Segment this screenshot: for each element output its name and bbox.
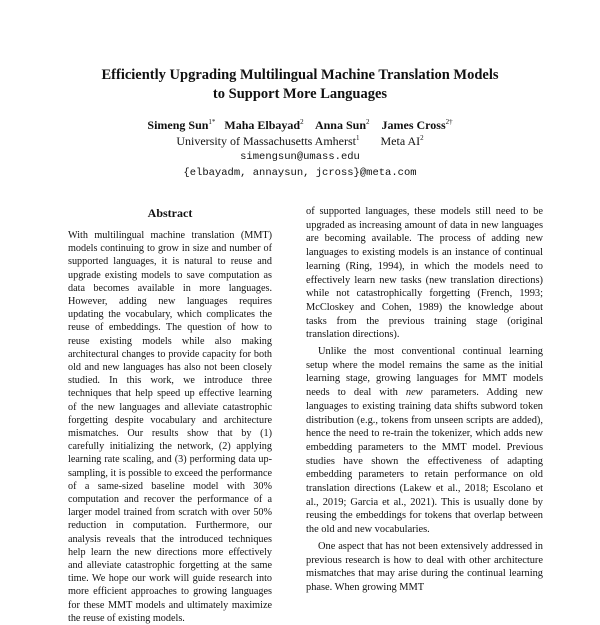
emphasis-text: new [405,387,423,399]
affiliation-meta: Meta AI [380,134,421,148]
paragraph-text: Unlike the most conventional continual learning setup where the model remains the same as the initial learning stage, growing languages for MMT models needs to deal with [306,346,543,399]
email-meta: {elbayadm, annaysun, jcross}@meta.com [183,167,417,179]
left-column [60,205,280,625]
author-name: James Cross [381,118,446,132]
paper-title [60,66,540,104]
abstract-text: With multilingual machine translation (MMT) models continuing to grow in size and number of supported languages, it is natural to reuse and upgrade existing models to save computation as data becomes available in more languages. However, adding new languages requires updating the vocabulary, which complicates the reuse of embeddings. The question of how to reuse existing models while also making architectural changes to provide capacity for both old and new languages has also not been closely studied. In this work, we introduce three techniques that help speed up effective learning of the new languages and alleviate catastrophic forgetting despite vocabulary and architecture mismatches. Our results show that by (1) carefully initializing the network, (2) applying learning rate scaling, and (3) performing data up-sampling, it is possible to exceed the performance of a same-sized baseline model with 30% computation and recover the performance of a larger model trained from scratch with over 50% reduction in computation. Furthermore, our analysis reveals that the introduced techniques help learn the new directions more effectively and alleviate catastrophic forgetting at the same time. We hope our work will guide research into more efficient approaches to growing languages for these MMT models and ultimately maximize the reuse of existing models. [68,230,272,624]
intro-paragraph: of supported languages, these models still need to be upgraded as increasing amount of data in new languages are becoming available. The process of adding new languages to existing models is an instance of continual learning (Ring, 1994), in which the models need to effectively learn new tasks (new translation directions) while not catastrophically forgetting (French, 1993; McCloskey and Cohen, 1989) the knowledge about tasks from the previous training stage (original translation directions). [306,206,543,341]
author-name: Simeng Sun [147,118,209,132]
affiliations [60,133,540,149]
abstract-heading: Abstract [147,206,193,220]
title-line-1: Efficiently Upgrading Multilingual Machine Translation Models [101,67,499,83]
author-sup: 2† [445,118,453,126]
affiliation-umass: University of Massachusetts Amherst [176,134,356,148]
author-names [60,117,540,133]
affiliation-sup: 1 [356,134,360,142]
author-sup: 2 [300,118,304,126]
author-sup: 2 [366,118,370,126]
paragraph-text: parameters. Adding new languages to existing training data shifts subword token distribution (e.g., tokens from unseen scripts are added), hence the need to re-train the tokenizer, which adds new embedding parameters to the MMT model. Previous studies have shown the effectiveness of adapting embedding parameters to retain performance on old translation directions (Lakew et al., 2018; Escolano et al., 2019; Garcia et al., 2021). This is usually done by reusing the embeddings for tokens that overlap between the old and new vocabularies. [306,387,543,536]
intro-paragraph: One aspect that has not been extensively addressed in previous research is how to deal with other architecture mismatches that may arise during the continual learning phase. When growing MMT [306,540,543,593]
author-name: Anna Sun [314,118,366,132]
affiliation-sup: 2 [420,134,424,142]
email-umass: simengsun@umass.edu [240,151,360,163]
author-name: Maha Elbayad [224,118,301,132]
right-column [306,205,543,595]
intro-paragraph [306,345,543,537]
author-block [60,117,540,181]
title-line-2: to Support More Languages [212,86,388,102]
author-sup: 1* [208,118,216,126]
